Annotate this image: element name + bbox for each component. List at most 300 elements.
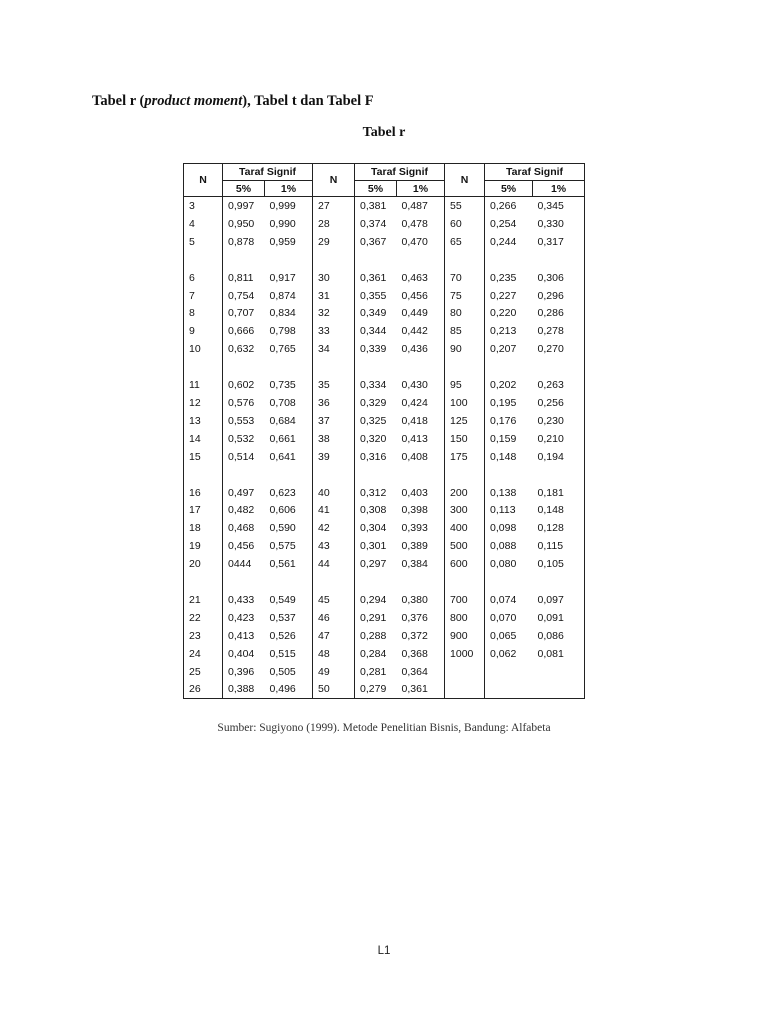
r5-cell bbox=[485, 663, 533, 681]
r1-cell: 0,561 bbox=[265, 555, 313, 573]
n-cell: 46 bbox=[313, 609, 355, 627]
r1-cell: 0,148 bbox=[533, 501, 585, 519]
spacer-cell bbox=[313, 466, 355, 484]
r5-cell: 0,997 bbox=[228, 199, 255, 212]
r5-cell: 0,349 bbox=[360, 307, 387, 320]
r1-cell: 0,549 bbox=[265, 591, 313, 609]
r1-cell: 0,393 bbox=[397, 519, 445, 537]
n-cell: 19 bbox=[184, 537, 223, 555]
r1-cell: 0,372 bbox=[397, 627, 445, 645]
header-n-2: N bbox=[313, 164, 355, 197]
spacer-cell bbox=[397, 573, 445, 591]
n-cell: 125 bbox=[445, 412, 485, 430]
table-row bbox=[184, 376, 585, 394]
table-row bbox=[184, 680, 585, 698]
r5-cell: 0,576 bbox=[228, 396, 255, 409]
table-row bbox=[184, 537, 585, 555]
r1-cell: 0,537 bbox=[265, 609, 313, 627]
spacer-cell bbox=[397, 358, 445, 376]
n-cell: 48 bbox=[313, 645, 355, 663]
n-cell: 24 bbox=[184, 645, 223, 663]
r5-cell: 0,514 bbox=[228, 450, 255, 463]
r1-cell: 0,606 bbox=[265, 501, 313, 519]
r5-cell: 0,138 bbox=[490, 486, 517, 499]
r5-cell: 0,497 bbox=[228, 486, 255, 499]
table-title: Tabel r bbox=[362, 125, 406, 140]
r5-cell: 0,950 bbox=[228, 217, 255, 230]
r1-cell: 0,442 bbox=[397, 322, 445, 340]
r5-cell: 0,325 bbox=[360, 414, 387, 427]
r5-cell: 0,433 bbox=[228, 593, 255, 606]
spacer-cell bbox=[313, 251, 355, 269]
r5-cell: 0,334 bbox=[360, 379, 387, 392]
r1-cell: 0,361 bbox=[397, 680, 445, 698]
n-cell: 32 bbox=[313, 304, 355, 322]
n-cell: 70 bbox=[445, 269, 485, 287]
r5-cell: 0,304 bbox=[360, 522, 387, 535]
n-cell: 28 bbox=[313, 215, 355, 233]
r1-cell: 0,735 bbox=[265, 376, 313, 394]
r5-cell: 0,220 bbox=[490, 307, 517, 320]
r5-cell: 0444 bbox=[228, 558, 252, 571]
spacer-cell bbox=[184, 251, 223, 269]
r1-cell: 0,496 bbox=[265, 680, 313, 698]
r1-cell: 0,526 bbox=[265, 627, 313, 645]
r1-cell: 0,081 bbox=[533, 645, 585, 663]
r1-cell: 0,380 bbox=[397, 591, 445, 609]
r5-cell: 0,367 bbox=[360, 235, 387, 248]
r5-cell: 0,297 bbox=[360, 558, 387, 571]
spacer-cell bbox=[313, 358, 355, 376]
r5-cell: 0,632 bbox=[228, 343, 255, 356]
r1-cell: 0,286 bbox=[533, 304, 585, 322]
r1-cell: 0,684 bbox=[265, 412, 313, 430]
n-cell: 15 bbox=[184, 448, 223, 466]
r1-cell: 0,798 bbox=[265, 322, 313, 340]
r5-cell: 0,423 bbox=[228, 611, 255, 624]
n-cell: 21 bbox=[184, 591, 223, 609]
n-cell: 500 bbox=[445, 537, 485, 555]
spacer-cell bbox=[485, 573, 533, 591]
spacer-row bbox=[184, 573, 585, 591]
table-row bbox=[184, 322, 585, 340]
header-n-1: N bbox=[184, 164, 223, 197]
n-cell: 65 bbox=[445, 233, 485, 251]
r1-cell: 0,230 bbox=[533, 412, 585, 430]
r1-cell: 0,449 bbox=[397, 304, 445, 322]
r5-cell: 0,312 bbox=[360, 486, 387, 499]
n-cell: 33 bbox=[313, 322, 355, 340]
spacer-cell bbox=[184, 573, 223, 591]
table-row bbox=[184, 287, 585, 305]
spacer-cell bbox=[533, 573, 585, 591]
table-row bbox=[184, 304, 585, 322]
r1-cell: 0,959 bbox=[265, 233, 313, 251]
table-row bbox=[184, 501, 585, 519]
r1-cell: 0,097 bbox=[533, 591, 585, 609]
n-cell: 8 bbox=[184, 304, 223, 322]
r5-cell: 0,070 bbox=[490, 611, 517, 624]
n-cell: 44 bbox=[313, 555, 355, 573]
r5-cell: 0,811 bbox=[228, 271, 254, 284]
n-cell: 26 bbox=[184, 680, 223, 698]
r1-cell: 0,368 bbox=[397, 645, 445, 663]
spacer-cell bbox=[445, 573, 485, 591]
r5-cell: 0,202 bbox=[490, 379, 517, 392]
r5-cell: 0,266 bbox=[490, 199, 517, 212]
heading-italic: product moment bbox=[144, 93, 243, 109]
r1-cell: 0,270 bbox=[533, 340, 585, 358]
table-row bbox=[184, 484, 585, 502]
n-cell: 39 bbox=[313, 448, 355, 466]
r5-cell: 0,207 bbox=[490, 343, 517, 356]
n-cell: 47 bbox=[313, 627, 355, 645]
spacer-cell bbox=[445, 466, 485, 484]
r5-cell: 0,316 bbox=[360, 450, 387, 463]
header-taraf-3: Taraf Signif bbox=[485, 164, 585, 181]
spacer-cell bbox=[485, 251, 533, 269]
n-cell: 175 bbox=[445, 448, 485, 466]
n-cell: 100 bbox=[445, 394, 485, 412]
r1-cell: 0,128 bbox=[533, 519, 585, 537]
r5-cell: 0,284 bbox=[360, 647, 387, 660]
n-cell: 17 bbox=[184, 501, 223, 519]
r5-cell: 0,281 bbox=[360, 665, 387, 678]
header-n-3: N bbox=[445, 164, 485, 197]
r5-cell bbox=[485, 680, 533, 698]
r5-cell: 0,355 bbox=[360, 289, 387, 302]
r5-cell: 0,666 bbox=[228, 325, 255, 338]
r1-cell: 0,384 bbox=[397, 555, 445, 573]
r-table-body bbox=[184, 197, 585, 699]
n-cell: 80 bbox=[445, 304, 485, 322]
r5-cell: 0,532 bbox=[228, 432, 255, 445]
r1-cell: 0,105 bbox=[533, 555, 585, 573]
r1-cell: 0,398 bbox=[397, 501, 445, 519]
n-cell: 30 bbox=[313, 269, 355, 287]
r5-cell: 0,344 bbox=[360, 325, 387, 338]
r5-cell: 0,294 bbox=[360, 593, 387, 606]
table-row bbox=[184, 197, 585, 215]
table-row bbox=[184, 555, 585, 573]
r1-cell: 0,345 bbox=[533, 197, 585, 215]
spacer-cell bbox=[223, 466, 265, 484]
n-cell: 36 bbox=[313, 394, 355, 412]
spacer-cell bbox=[265, 251, 313, 269]
header-1pct-3: 1% bbox=[533, 181, 585, 197]
n-cell: 18 bbox=[184, 519, 223, 537]
page-heading bbox=[92, 93, 374, 110]
r-table bbox=[183, 163, 585, 699]
r5-cell: 0,113 bbox=[490, 504, 516, 517]
spacer-cell bbox=[355, 466, 397, 484]
r5-cell: 0,468 bbox=[228, 522, 255, 535]
n-cell: 3 bbox=[184, 197, 223, 215]
r5-cell: 0,235 bbox=[490, 271, 517, 284]
r5-cell: 0,148 bbox=[490, 450, 517, 463]
n-cell: 16 bbox=[184, 484, 223, 502]
r5-cell: 0,159 bbox=[490, 432, 517, 445]
r5-cell: 0,062 bbox=[490, 647, 517, 660]
n-cell: 31 bbox=[313, 287, 355, 305]
spacer-cell bbox=[533, 466, 585, 484]
n-cell: 700 bbox=[445, 591, 485, 609]
r1-cell: 0,330 bbox=[533, 215, 585, 233]
r5-cell: 0,482 bbox=[228, 504, 255, 517]
n-cell: 40 bbox=[313, 484, 355, 502]
r1-cell: 0,376 bbox=[397, 609, 445, 627]
table-row bbox=[184, 412, 585, 430]
n-cell: 4 bbox=[184, 215, 223, 233]
spacer-cell bbox=[485, 358, 533, 376]
r5-cell: 0,396 bbox=[228, 665, 255, 678]
r5-cell: 0,227 bbox=[490, 289, 517, 302]
r1-cell: 0,091 bbox=[533, 609, 585, 627]
page-number: L1 bbox=[377, 945, 391, 957]
n-cell: 800 bbox=[445, 609, 485, 627]
n-cell: 75 bbox=[445, 287, 485, 305]
n-cell: 50 bbox=[313, 680, 355, 698]
r1-cell: 0,389 bbox=[397, 537, 445, 555]
spacer-cell bbox=[223, 358, 265, 376]
table-row bbox=[184, 215, 585, 233]
r1-cell: 0,430 bbox=[397, 376, 445, 394]
r1-cell: 0,181 bbox=[533, 484, 585, 502]
spacer-cell bbox=[397, 251, 445, 269]
header-5pct-2: 5% bbox=[355, 181, 397, 197]
r1-cell: 0,317 bbox=[533, 233, 585, 251]
r5-cell: 0,279 bbox=[355, 680, 397, 698]
r5-cell: 0,213 bbox=[490, 325, 517, 338]
n-cell: 22 bbox=[184, 609, 223, 627]
n-cell: 49 bbox=[313, 663, 355, 681]
r1-cell bbox=[533, 680, 585, 698]
table-row bbox=[184, 627, 585, 645]
table-row bbox=[184, 340, 585, 358]
spacer-cell bbox=[184, 358, 223, 376]
r1-cell: 0,575 bbox=[265, 537, 313, 555]
r1-cell: 0,403 bbox=[397, 484, 445, 502]
r1-cell: 0,086 bbox=[533, 627, 585, 645]
r5-cell: 0,288 bbox=[360, 629, 387, 642]
spacer-cell bbox=[533, 251, 585, 269]
spacer-cell bbox=[445, 358, 485, 376]
r5-cell: 0,254 bbox=[490, 217, 517, 230]
r5-cell: 0,878 bbox=[228, 235, 255, 248]
r1-cell: 0,515 bbox=[265, 645, 313, 663]
header-taraf-2: Taraf Signif bbox=[355, 164, 445, 181]
spacer-row bbox=[184, 251, 585, 269]
n-cell bbox=[445, 663, 485, 681]
r1-cell: 0,999 bbox=[265, 197, 313, 215]
n-cell: 11 bbox=[184, 376, 223, 394]
n-cell: 85 bbox=[445, 322, 485, 340]
n-cell: 12 bbox=[184, 394, 223, 412]
n-cell: 41 bbox=[313, 501, 355, 519]
r1-cell: 0,990 bbox=[265, 215, 313, 233]
n-cell: 14 bbox=[184, 430, 223, 448]
r1-cell: 0,115 bbox=[533, 537, 585, 555]
r1-cell: 0,478 bbox=[397, 215, 445, 233]
r5-cell: 0,065 bbox=[490, 629, 517, 642]
r5-cell: 0,404 bbox=[228, 647, 255, 660]
r1-cell: 0,917 bbox=[265, 269, 313, 287]
r1-cell: 0,590 bbox=[265, 519, 313, 537]
n-cell: 29 bbox=[313, 233, 355, 251]
r5-cell: 0,074 bbox=[490, 593, 517, 606]
r5-cell: 0,553 bbox=[228, 414, 255, 427]
r1-cell: 0,194 bbox=[533, 448, 585, 466]
r1-cell: 0,418 bbox=[397, 412, 445, 430]
r5-cell: 0,413 bbox=[228, 629, 255, 642]
r5-cell: 0,754 bbox=[228, 289, 255, 302]
spacer-cell bbox=[533, 358, 585, 376]
r1-cell: 0,296 bbox=[533, 287, 585, 305]
header-5pct-1: 5% bbox=[223, 181, 265, 197]
r5-cell: 0,707 bbox=[228, 307, 255, 320]
r5-cell: 0,339 bbox=[360, 343, 387, 356]
spacer-cell bbox=[223, 251, 265, 269]
r-table-container bbox=[183, 163, 584, 699]
r1-cell: 0,470 bbox=[397, 233, 445, 251]
n-cell: 42 bbox=[313, 519, 355, 537]
r1-cell bbox=[533, 663, 585, 681]
n-cell bbox=[445, 680, 485, 698]
spacer-cell bbox=[265, 573, 313, 591]
spacer-cell bbox=[265, 466, 313, 484]
table-row bbox=[184, 430, 585, 448]
r1-cell: 0,210 bbox=[533, 430, 585, 448]
n-cell: 27 bbox=[313, 197, 355, 215]
n-cell: 34 bbox=[313, 340, 355, 358]
r5-cell: 0,602 bbox=[228, 379, 255, 392]
n-cell: 45 bbox=[313, 591, 355, 609]
r1-cell: 0,456 bbox=[397, 287, 445, 305]
table-row bbox=[184, 519, 585, 537]
r5-cell: 0,195 bbox=[490, 396, 517, 409]
r1-cell: 0,487 bbox=[397, 197, 445, 215]
r1-cell: 0,641 bbox=[265, 448, 313, 466]
heading-part1: Tabel r ( bbox=[92, 93, 145, 109]
table-row bbox=[184, 609, 585, 627]
header-1pct-1: 1% bbox=[265, 181, 313, 197]
n-cell: 9 bbox=[184, 322, 223, 340]
n-cell: 23 bbox=[184, 627, 223, 645]
n-cell: 150 bbox=[445, 430, 485, 448]
spacer-cell bbox=[445, 251, 485, 269]
n-cell: 95 bbox=[445, 376, 485, 394]
heading-part2: ), Tabel t dan Tabel F bbox=[242, 93, 374, 109]
r5-cell: 0,456 bbox=[228, 540, 255, 553]
r5-cell: 0,374 bbox=[360, 217, 387, 230]
n-cell: 5 bbox=[184, 233, 223, 251]
r1-cell: 0,505 bbox=[265, 663, 313, 681]
spacer-cell bbox=[355, 573, 397, 591]
r1-cell: 0,413 bbox=[397, 430, 445, 448]
r1-cell: 0,263 bbox=[533, 376, 585, 394]
r1-cell: 0,256 bbox=[533, 394, 585, 412]
table-row bbox=[184, 394, 585, 412]
n-cell: 13 bbox=[184, 412, 223, 430]
n-cell: 6 bbox=[184, 269, 223, 287]
r5-cell: 0,308 bbox=[360, 504, 387, 517]
r5-cell: 0,361 bbox=[360, 271, 387, 284]
r1-cell: 0,623 bbox=[265, 484, 313, 502]
spacer-cell bbox=[355, 358, 397, 376]
n-cell: 25 bbox=[184, 663, 223, 681]
r1-cell: 0,408 bbox=[397, 448, 445, 466]
r5-cell: 0,080 bbox=[490, 558, 517, 571]
n-cell: 7 bbox=[184, 287, 223, 305]
table-row bbox=[184, 591, 585, 609]
spacer-cell bbox=[397, 466, 445, 484]
r5-cell: 0,176 bbox=[490, 414, 517, 427]
n-cell: 900 bbox=[445, 627, 485, 645]
r5-cell: 0,088 bbox=[490, 540, 517, 553]
n-cell: 43 bbox=[313, 537, 355, 555]
spacer-row bbox=[184, 466, 585, 484]
r1-cell: 0,874 bbox=[265, 287, 313, 305]
r5-cell: 0,388 bbox=[223, 680, 265, 698]
r5-cell: 0,291 bbox=[360, 611, 387, 624]
n-cell: 90 bbox=[445, 340, 485, 358]
table-row bbox=[184, 233, 585, 251]
r5-cell: 0,320 bbox=[360, 432, 387, 445]
r5-cell: 0,301 bbox=[360, 540, 387, 553]
n-cell: 300 bbox=[445, 501, 485, 519]
n-cell: 10 bbox=[184, 340, 223, 358]
r1-cell: 0,306 bbox=[533, 269, 585, 287]
r1-cell: 0,278 bbox=[533, 322, 585, 340]
r5-cell: 0,098 bbox=[490, 522, 517, 535]
spacer-cell bbox=[265, 358, 313, 376]
spacer-cell bbox=[223, 573, 265, 591]
n-cell: 55 bbox=[445, 197, 485, 215]
spacer-row bbox=[184, 358, 585, 376]
r5-cell: 0,244 bbox=[490, 235, 517, 248]
spacer-cell bbox=[313, 573, 355, 591]
r1-cell: 0,436 bbox=[397, 340, 445, 358]
spacer-cell bbox=[485, 466, 533, 484]
table-row bbox=[184, 448, 585, 466]
n-cell: 20 bbox=[184, 555, 223, 573]
header-1pct-2: 1% bbox=[397, 181, 445, 197]
header-5pct-3: 5% bbox=[485, 181, 533, 197]
table-row bbox=[184, 269, 585, 287]
n-cell: 38 bbox=[313, 430, 355, 448]
r1-cell: 0,661 bbox=[265, 430, 313, 448]
spacer-cell bbox=[355, 251, 397, 269]
n-cell: 35 bbox=[313, 376, 355, 394]
n-cell: 400 bbox=[445, 519, 485, 537]
n-cell: 1000 bbox=[445, 645, 485, 663]
r1-cell: 0,834 bbox=[265, 304, 313, 322]
source-citation: Sumber: Sugiyono (1999). Metode Penelitian Bisnis, Bandung: Alfabeta bbox=[217, 722, 551, 734]
n-cell: 600 bbox=[445, 555, 485, 573]
table-row bbox=[184, 663, 585, 681]
n-cell: 200 bbox=[445, 484, 485, 502]
r1-cell: 0,364 bbox=[397, 663, 445, 681]
n-cell: 37 bbox=[313, 412, 355, 430]
r1-cell: 0,424 bbox=[397, 394, 445, 412]
r1-cell: 0,463 bbox=[397, 269, 445, 287]
n-cell: 60 bbox=[445, 215, 485, 233]
header-taraf-1: Taraf Signif bbox=[223, 164, 313, 181]
r5-cell: 0,329 bbox=[360, 396, 387, 409]
spacer-cell bbox=[184, 466, 223, 484]
r5-cell: 0,381 bbox=[360, 199, 387, 212]
table-row bbox=[184, 645, 585, 663]
